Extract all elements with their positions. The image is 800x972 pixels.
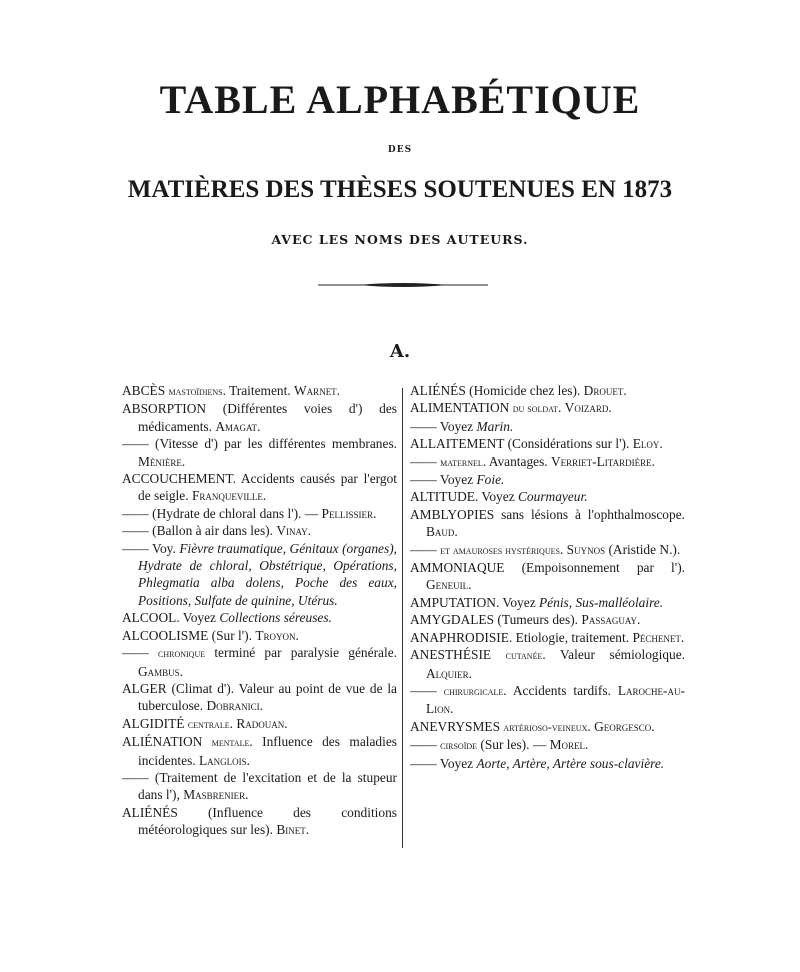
entry-heading: AMBLYOPIES (410, 506, 495, 522)
index-entry (410, 736, 685, 754)
index-entry (410, 453, 685, 471)
entry-text: . (587, 718, 591, 734)
index-entry (122, 505, 397, 522)
entry-text: sans lésions à l'ophthalmoscope. (494, 506, 685, 522)
index-entry (122, 522, 397, 539)
entry-text: . (557, 400, 562, 416)
entry-heading: AMPUTATION (410, 594, 496, 610)
entry-reference: Foie. (476, 472, 505, 488)
ornament-rule (318, 282, 488, 288)
index-entry (410, 629, 685, 646)
index-entry (122, 435, 397, 470)
entry-subheading: cutanée (505, 648, 543, 663)
entry-text: . Traitement. (222, 383, 291, 398)
entry-text: (Homicide chez les). (465, 383, 581, 398)
entry-text: . Accidents causés par l'ergot de seigle. (138, 471, 397, 504)
entry-text: terminé par paralysie générale. (205, 645, 397, 661)
index-entry (410, 611, 685, 628)
index-entry (122, 382, 397, 400)
entry-author: Troyon. (255, 627, 299, 643)
entry-author: Geneuil. (426, 577, 472, 593)
index-entry (410, 646, 685, 682)
entry-author: Passaguay. (581, 612, 641, 628)
entry-text: (Tumeurs des). (494, 612, 579, 628)
index-entry (410, 506, 685, 541)
entry-reference: Fièvre traumatique, Génitaux (organes), Hydrate de chloral, Obstétrique, Opérations, Phlegmatia alba dolens, Poche des eaux, Positions, Sulfate de quinine, Utérus. (138, 540, 398, 608)
entry-author: Alquier. (426, 665, 473, 681)
entry-heading: ACCOUCHEMENT (122, 471, 233, 487)
entry-heading: AMMONIAQUE (410, 560, 505, 576)
entry-author: Warnet. (294, 383, 341, 398)
entry-heading: ALCOOLISME (122, 627, 209, 643)
entry-text: Voyez (436, 418, 477, 434)
entry-dash: —— (410, 472, 437, 488)
entry-text: . (559, 541, 564, 557)
page-subtitle: MATIÈRES DES THÈSES SOUTENUES EN 1873 (127, 176, 673, 203)
entry-author: Ménière. (138, 453, 186, 469)
entry-dash: —— (122, 769, 149, 785)
index-entry (122, 627, 397, 644)
entry-reference: Pénis, Sus-malléolaire. (539, 594, 664, 610)
entry-reference: Courmayeur. (518, 489, 588, 505)
entry-text: . Voyez (495, 594, 539, 610)
entry-text: (Hydrate de chloral dans l'). — (148, 505, 319, 521)
entry-text: (Ballon à air dans les). (148, 523, 273, 539)
index-entry (410, 488, 685, 505)
entry-heading: ANEVRYSMES (410, 718, 501, 734)
entry-heading: ALIÉNÉS (410, 383, 466, 398)
entry-author: Voizard. (564, 400, 612, 416)
entry-text: . (229, 715, 233, 731)
entry-author: Drouet. (583, 383, 627, 398)
entry-subheading: mentale (211, 735, 250, 750)
entry-dash: —— (122, 645, 149, 661)
entry-author: Georgesco. (594, 718, 655, 734)
entry-subheading: centrale (187, 716, 230, 731)
index-entry (410, 559, 685, 594)
entry-heading: ALGER (122, 680, 167, 696)
entry-reference: Collections séreuses. (219, 610, 332, 626)
index-entry (122, 540, 397, 610)
column-divider (402, 388, 403, 848)
entry-subheading: cirsoïde (440, 738, 478, 753)
entry-dash: —— (410, 737, 437, 753)
index-entry (122, 609, 397, 626)
entry-author: Laroche-au-Lion. (426, 682, 685, 717)
index-entry (410, 418, 685, 435)
entry-author: Langlois. (199, 752, 251, 768)
index-entry (122, 470, 397, 505)
page-title: TABLE ALPHABÉTIQUE (159, 77, 641, 122)
right-column (410, 382, 685, 772)
index-entry (410, 399, 685, 417)
entry-dash: —— (410, 682, 437, 698)
section-letter: A. (389, 341, 411, 362)
entry-heading: ANAPHRODISIE (410, 629, 509, 645)
entry-reference: Aorte, Artère, Artère sous-clavière. (476, 755, 665, 771)
entry-text: (Traitement de l'excitation et de la stupeur dans l'), (138, 769, 397, 803)
entry-author: Verriet-Litardière. (551, 453, 655, 469)
entry-text: Voyez (436, 472, 477, 488)
entry-heading: ALIÉNATION (122, 734, 203, 750)
index-entry (122, 680, 397, 715)
entry-subheading: chirurgicale (443, 683, 504, 698)
entry-heading: AMYGDALES (410, 612, 495, 628)
index-entry (410, 541, 685, 559)
index-entry (122, 644, 397, 680)
entry-text: . Avantages. (482, 453, 548, 469)
entry-author: Pellissier. (321, 505, 377, 521)
entry-subheading: artérioso-veineux (503, 719, 588, 734)
index-entry (410, 382, 685, 399)
entry-dash: —— (122, 523, 149, 539)
entry-text: . Etiologie, traitement. (508, 629, 630, 645)
entry-dash: —— (122, 540, 149, 556)
entry-text: (Sur l'). (208, 627, 252, 643)
left-column (122, 382, 397, 839)
entry-text: (Climat d'). Valeur au point de vue de la tuberculose. (138, 680, 397, 714)
entry-heading: ANESTHÉSIE (410, 647, 492, 663)
index-entry (410, 755, 685, 772)
entry-dash: —— (410, 541, 437, 557)
index-entry (122, 804, 397, 839)
entry-text: (Empoisonnement par l'). (504, 560, 685, 576)
entry-subheading: maternel (440, 454, 483, 469)
entry-heading: ALIMENTATION (410, 400, 510, 416)
entry-heading: ALGIDITÉ (122, 715, 185, 731)
entry-subheading: mastoïdiens (168, 384, 223, 398)
des-label: DES (387, 145, 413, 155)
index-entry (410, 471, 685, 488)
entry-text: . Valeur sémiologique. (542, 647, 685, 663)
entry-author: Baud. (426, 524, 458, 540)
entry-dash: —— (122, 505, 149, 521)
entry-heading: ALTITUDE (410, 489, 475, 505)
entry-text: . Voyez (176, 610, 220, 626)
index-entry (122, 733, 397, 769)
entry-author: Eloy. (632, 436, 663, 452)
entry-text: . Voyez (474, 489, 518, 505)
entry-author: Masbrenier. (183, 787, 249, 803)
entry-subheading: et amauroses hystériques (440, 542, 560, 557)
entry-text: . Influence des maladies incidentes. (138, 734, 397, 768)
entry-text: Voy. (148, 540, 180, 556)
entry-reference: Marin. (476, 418, 514, 434)
index-entry (410, 435, 685, 452)
index-entry (410, 682, 685, 718)
entry-text: (Différentes voies d') des médicaments. (138, 401, 397, 434)
entry-dash: —— (410, 755, 437, 771)
entry-author: Morel. (549, 737, 589, 753)
index-entry (410, 718, 685, 736)
entry-heading: ABSORPTION (122, 401, 207, 417)
entry-author: Radouan. (236, 715, 288, 731)
entry-text: (Vitesse d') par les différentes membranes. (148, 436, 397, 452)
entry-author: Binet. (276, 822, 310, 838)
entry-subheading: chronique (158, 646, 206, 661)
authors-line: AVEC LES NOMS DES AUTEURS. (271, 232, 529, 247)
entry-author: Vinay. (276, 523, 312, 539)
index-entry (122, 400, 397, 435)
index-entry (122, 715, 397, 733)
entry-text: . Accidents tardifs. (503, 682, 611, 698)
entry-author: Amagat. (215, 418, 261, 434)
entry-dash: —— (410, 418, 437, 434)
entry-text: (Sur les). — (477, 737, 547, 753)
entry-heading: ALIÉNÉS (122, 804, 178, 820)
index-entry (122, 769, 397, 804)
entry-author: Suynos (566, 541, 606, 557)
entry-author: Dobranici. (206, 698, 263, 714)
entry-heading: ALLAITEMENT (410, 436, 505, 452)
entry-dash: —— (410, 453, 437, 469)
entry-text: Voyez (436, 755, 477, 771)
entry-tail: (Aristide N.). (605, 541, 681, 557)
entry-subheading: du soldat (512, 401, 558, 416)
entry-heading: ALCOOL (122, 610, 177, 626)
entry-text: (Considérations sur l'). (504, 436, 630, 452)
entry-text: (Influence des conditions météorologiques sur les). (138, 804, 397, 838)
entry-dash: —— (122, 436, 149, 452)
entry-author: Gambus. (138, 663, 184, 679)
entry-heading: ABCÈS (122, 383, 166, 398)
entry-author: Franqueville. (191, 488, 267, 504)
index-entry (410, 594, 685, 611)
entry-author: Péchenet. (632, 629, 685, 645)
